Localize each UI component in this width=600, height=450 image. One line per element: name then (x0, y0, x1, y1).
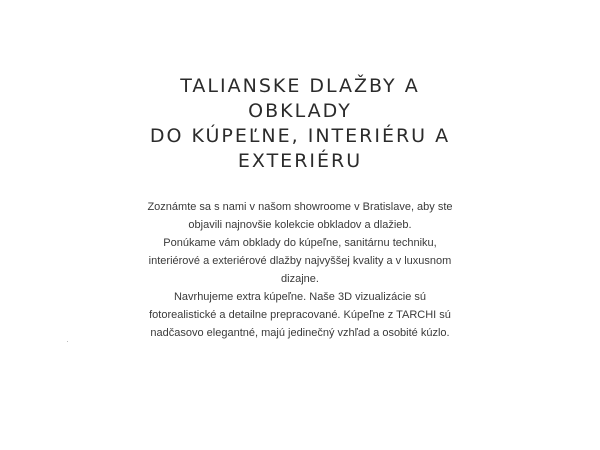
intro-paragraph-3: Navrhujeme extra kúpeľne. Naše 3D vizualizácie sú fotorealistické a detailne prepracované. Kúpeľne z TARCHI sú nadčasovo elegantné, majú jedinečný vzhľad a osobité kúzlo. (149, 291, 451, 339)
intro-paragraph-1: Zoznámte sa s nami v našom showroome v Bratislave, aby ste objavili najnovšie kolekcie obkladov a dlažieb. (147, 201, 453, 231)
hero-section (0, 74, 600, 342)
page-title (130, 74, 470, 174)
decorative-dot (67, 341, 68, 342)
title-line-3: EXTERIÉRU (237, 150, 363, 172)
intro-paragraph-2: Ponúkame vám obklady do kúpeľne, sanitárnu techniku, interiérové a exteriérové dlažby najvyššej kvality a v luxusnom dizajne. (148, 237, 452, 285)
title-line-2: DO KÚPEĽNE, INTERIÉRU A (149, 125, 451, 147)
intro-text (140, 198, 460, 342)
title-line-1: TALIANSKE DLAŽBY A OBKLADY (180, 75, 420, 122)
